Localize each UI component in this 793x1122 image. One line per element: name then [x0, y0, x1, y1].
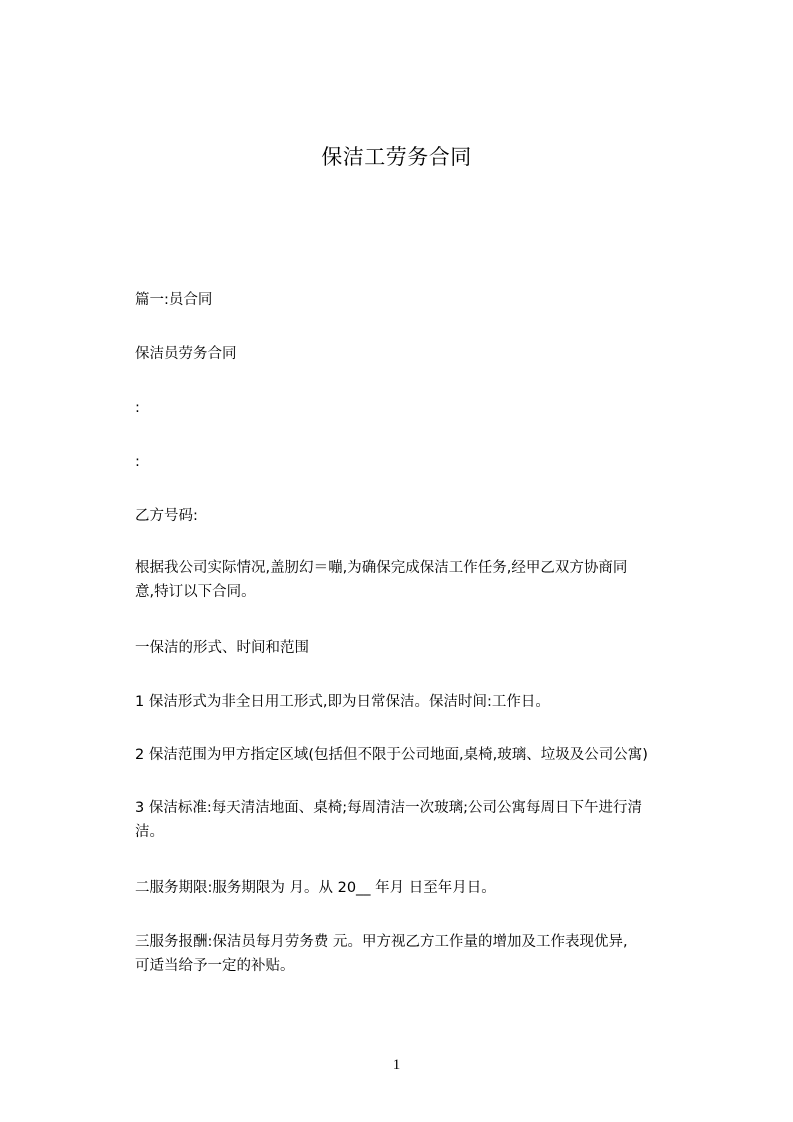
- paragraph-line: 可适当给予一定的补贴。: [135, 958, 295, 974]
- contract-subtitle: 保洁员劳务合同: [135, 346, 237, 362]
- clause-heading: 一保洁的形式、时间和范围: [135, 640, 309, 656]
- paragraph-line: 根据我公司实际情况,盖肕幻＝嘣,为确保完成保洁工作任务,经甲乙双方协商同: [135, 560, 628, 576]
- clause-item: 2 保洁范围为甲方指定区域(包括但不限于公司地面,桌椅,玻璃、垃圾及公司公寓): [135, 747, 648, 763]
- intro-paragraph: [135, 556, 715, 604]
- paragraph-line: 3 保洁标准:每天清洁地面、桌椅;每周清洁一次玻璃;公司公寓每周日下午进行清: [135, 800, 642, 816]
- clause-paragraph: [135, 930, 715, 978]
- clause-item: 1 保洁形式为非全日用工形式,即为日常保洁。保洁时间:工作日。: [135, 694, 550, 710]
- paragraph-line: 三服务报酬:保洁员每月劳务费 元。甲方视乙方工作量的增加及工作表现优异,: [135, 934, 628, 950]
- paragraph-line: 洁。: [135, 824, 164, 840]
- paragraph-line: 意,特订以下合同。: [135, 584, 256, 600]
- clause-paragraph: [135, 796, 715, 844]
- blank-field-line: :: [135, 400, 140, 416]
- section-heading: 篇一:员合同: [135, 292, 213, 308]
- blank-field-line: :: [135, 454, 140, 470]
- party-b-number-line: 乙方号码:: [135, 508, 198, 524]
- clause-item: 二服务期限:服务期限为 月。从 20__ 年月 日至年月日。: [135, 880, 496, 896]
- document-title: 保洁工劳务合同: [321, 145, 472, 169]
- page-number: 1: [392, 1057, 401, 1073]
